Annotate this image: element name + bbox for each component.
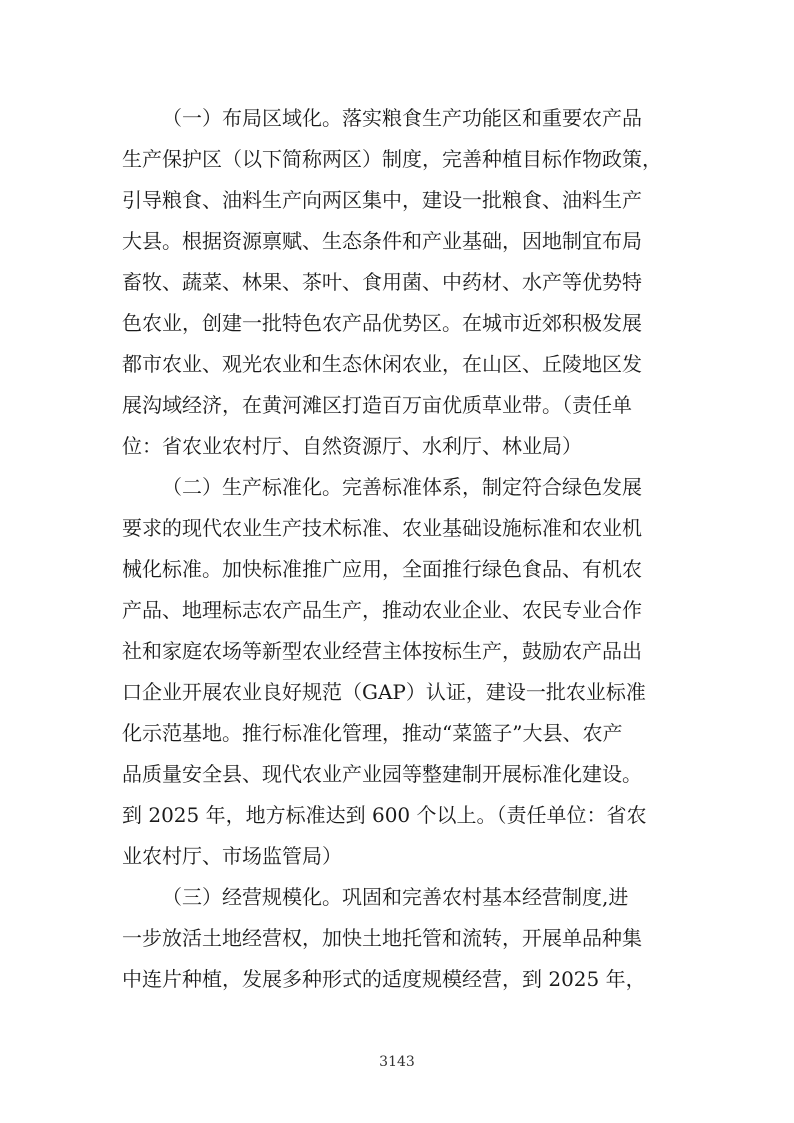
paragraph-2-line-8: 品质量安全县、现代农业产业园等整建制开展标准化建设。 bbox=[122, 762, 642, 786]
paragraph-3-line-1: （三）经营规模化。巩固和完善农村基本经营制度,进 bbox=[162, 885, 629, 909]
paragraph-3-line-3: 中连片种植，发展多种形式的适度规模经营，到 2025 年， bbox=[122, 967, 646, 991]
paragraph-1-line-5: 畜牧、蔬菜、林果、茶叶、食用菌、中药材、水产等优势特 bbox=[122, 270, 642, 294]
paragraph-2-line-3: 械化标准。加快标准推广应用，全面推行绿色食品、有机农 bbox=[122, 557, 642, 581]
paragraph-2-line-5: 社和家庭农场等新型农业经营主体按标生产，鼓励农产品出 bbox=[122, 639, 642, 663]
paragraph-1-line-8: 展沟域经济，在黄河滩区打造百万亩优质草业带。（责任单 bbox=[122, 393, 632, 417]
paragraph-2-line-4: 产品、地理标志农产品生产，推动农业企业、农民专业合作 bbox=[122, 598, 642, 622]
paragraph-2-line-6: 口企业开展农业良好规范（GAP）认证，建设一批农业标准 bbox=[122, 680, 646, 704]
paragraph-1-line-9: 位：省农业农村厅、自然资源厅、水利厅、林业局） bbox=[122, 434, 582, 458]
paragraph-1-line-1: （一）布局区域化。落实粮食生产功能区和重要农产品 bbox=[162, 106, 642, 130]
paragraph-2-line-2: 要求的现代农业生产技术标准、农业基础设施标准和农业机 bbox=[122, 516, 642, 540]
paragraph-1-line-2: 生产保护区（以下简称两区）制度，完善种植目标作物政策， bbox=[122, 147, 662, 171]
paragraph-2-line-1: （二）生产标准化。完善标准体系，制定符合绿色发展 bbox=[162, 475, 642, 499]
paragraph-2-line-10: 业农村厅、市场监管局） bbox=[122, 844, 342, 868]
paragraph-3-line-2: 一步放活土地经营权，加快土地托管和流转，开展单品种集 bbox=[122, 926, 642, 950]
paragraph-1-line-6: 色农业，创建一批特色农产品优势区。在城市近郊积极发展 bbox=[122, 311, 642, 335]
page-number: 3143 bbox=[379, 1054, 415, 1070]
paragraph-1-line-7: 都市农业、观光农业和生态休闲农业，在山区、丘陵地区发 bbox=[122, 352, 642, 376]
paragraph-1-line-3: 引导粮食、油料生产向两区集中，建设一批粮食、油料生产 bbox=[122, 188, 642, 212]
paragraph-2-line-7: 化示范基地。推行标准化管理，推动“菜篮子”大县、农产 bbox=[122, 721, 623, 745]
paragraph-1-line-4: 大县。根据资源禀赋、生态条件和产业基础，因地制宜布局 bbox=[122, 229, 642, 253]
paragraph-2-line-9: 到 2025 年，地方标准达到 600 个以上。（责任单位：省农 bbox=[122, 803, 647, 827]
